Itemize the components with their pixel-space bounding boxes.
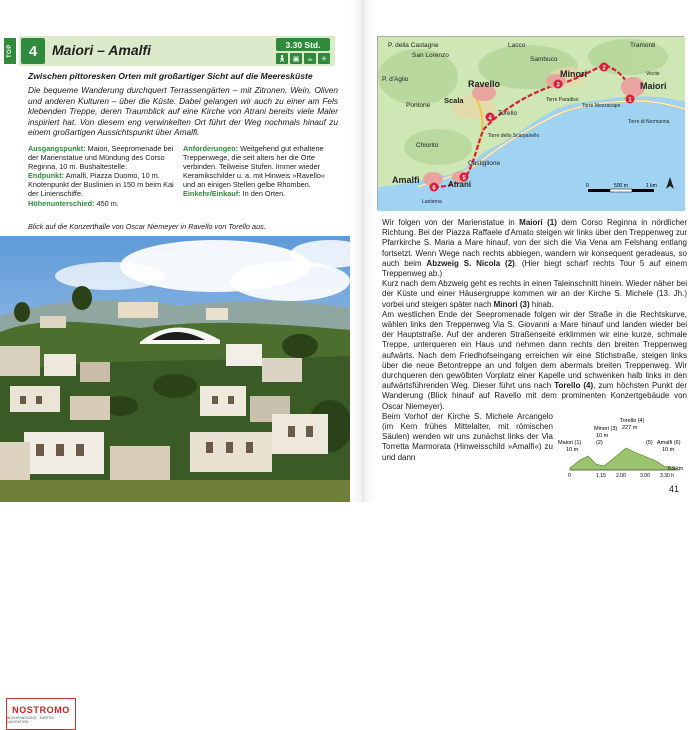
profile-tick-1: 1.15 bbox=[596, 473, 606, 479]
sun-icon: ☀︎ bbox=[318, 53, 330, 64]
route-map bbox=[377, 36, 684, 210]
profile-alt-maiori: 10 m bbox=[566, 447, 579, 453]
tour-title: Maiori – Amalfi bbox=[52, 42, 152, 58]
elevation-profile bbox=[556, 416, 688, 478]
paragraph-3 bbox=[382, 310, 687, 412]
start-text: Maiori, Seepromenade bei der Marienstatue und Mündung des Corso Reginna, 10 m. Bushaltestelle. bbox=[28, 144, 174, 172]
tour-icons bbox=[276, 53, 330, 64]
place-torre-scarpariello: Torre dello Scarpariello bbox=[488, 133, 540, 139]
profile-alt-amalfi: 10 m bbox=[662, 447, 675, 453]
marker-2-label: 2 bbox=[602, 65, 606, 72]
p3-pre: Am westlichen Ende der Seepromenade folgen wir der Straße in die Rechtskurve, wählen links den Treppenweg Via S. Giovanni a Mare hinauf und landen wieder bei der Hauptstraße. Auf der anderen Straßenseite erklimmen wir eine kurze, schmale Treppe, unterqueren ein Haus und nehmen dann rechts den breiten Treppenweg aufwärts. Nach dem Friedhofseingang erreichen wir eine Stichstraße, steigen links über die neue Betontreppe an und folgen dem abermals breiten Treppenweg. Wir durchqueren den gewölbten Vorplatz einer Kapelle und schwenken halb links in den aufwärtsführenden Weg. Dieser führt uns nach bbox=[382, 309, 687, 391]
food-label: Einkehr/Einkauf: bbox=[183, 189, 241, 199]
place-maiori: Maiori bbox=[640, 81, 667, 91]
p1-waypoint-nicola: Abzweig S. Nicola (2) bbox=[426, 258, 515, 268]
end-text: Amalfi, Piazza Duomo, 10 m. Knotenpunkt der Buslinien in 150 m beim Kai der Linienschiffe. bbox=[28, 171, 174, 199]
ravello-landscape bbox=[0, 236, 350, 502]
profile-label-amalfi: Amalfi (6) bbox=[657, 440, 681, 446]
p1-end: . (Hier biegt scharf rechts Tour 5 auf einem Treppenweg ab.) bbox=[382, 258, 687, 279]
profile-tick-3: 3.00 bbox=[640, 473, 650, 479]
photo-caption: Blick auf die Konzerthalle von Oscar Niemeyer in Ravello von Torello aus. bbox=[28, 222, 266, 231]
p2-waypoint-minori: Minori (3) bbox=[493, 299, 530, 309]
tour-number: 4 bbox=[21, 38, 45, 64]
p3-waypoint-torello: Torello (4) bbox=[554, 381, 594, 391]
profile-marker-2: (2) bbox=[596, 440, 603, 446]
req-label: Anforderungen: bbox=[183, 144, 239, 153]
bus-icon: ▣ bbox=[290, 53, 302, 64]
end-label: Endpunkt: bbox=[28, 171, 65, 181]
paragraph-4: Beim Vorhof der Kirche S. Michele Arcangelo (im Kern frühes Mittelalter, mit römischen Säulen) wenden wir uns zunächst links der Via Torretta Marmorata (Hinweisschild »Amalfi«) zu und dann bbox=[382, 411, 553, 462]
profile-label-torello: Torello (4) bbox=[620, 418, 645, 424]
logo-tagline: BUCHHANDLUNG · KARTEN · NAVIGATION bbox=[7, 715, 56, 724]
place-tramonti: Tramonti bbox=[630, 42, 656, 49]
profile-label-maiori: Maiori (1) bbox=[558, 440, 582, 446]
p1-pre: Wir folgen von der Marienstatue in bbox=[382, 218, 520, 227]
place-torre-paradiso: Torre Paradiso bbox=[546, 97, 579, 103]
profile-tick-2: 2.00 bbox=[616, 473, 626, 479]
restaurant-icon: ☕︎ bbox=[304, 53, 316, 64]
profile-tick-4: 3.30 h bbox=[660, 473, 674, 479]
start-label: Ausgangspunkt: bbox=[28, 144, 86, 153]
page-number: 41 bbox=[669, 484, 680, 494]
place-torre-normanna: Torre di Normanna bbox=[628, 119, 670, 125]
place-vecite: Vecite bbox=[646, 71, 660, 77]
marker-3-label: 3 bbox=[556, 82, 560, 89]
duration-badge: 3.30 Std. bbox=[276, 38, 330, 51]
place-torello: Torello bbox=[498, 110, 518, 117]
profile-svg bbox=[556, 416, 688, 478]
profile-alt-torello: 227 m bbox=[622, 425, 638, 431]
place-lacco: Lacco bbox=[508, 42, 526, 49]
profile-distance: 6.9 km bbox=[668, 466, 684, 472]
profile-tick-0: 0 bbox=[568, 473, 571, 479]
paragraph-2 bbox=[382, 279, 687, 310]
paragraph-1 bbox=[382, 218, 687, 279]
place-scala: Scala bbox=[444, 96, 464, 105]
hiker-icon: 🚶︎ bbox=[276, 53, 288, 64]
profile-label-minori: Minori (3) bbox=[594, 426, 618, 432]
p2-end: hinab. bbox=[529, 299, 554, 309]
top-tab: TOP bbox=[4, 38, 16, 64]
nostromo-logo bbox=[6, 698, 76, 730]
scale-zero: 0 bbox=[586, 183, 589, 189]
place-castiglione: Castiglione bbox=[468, 160, 501, 167]
profile-curve bbox=[570, 448, 676, 470]
p1-mid: dem Corso Reginna in nördlicher Richtung. Bei der Piazza Raffaele d'Amato steigen wir links über den Treppenweg zur Pfarrkirche S. Maria a Mare hinauf, von der sich die Via Vena am Felshang entlang fortsetzt. Wenn Wege nach rechts abbiegen, wandern wir konsequent geradeaus, so auch beim bbox=[382, 218, 688, 268]
place-aglio: P. d'Aglio bbox=[382, 76, 409, 83]
place-atrani: Atrani bbox=[448, 180, 472, 189]
logo-name: NOSTROMO bbox=[12, 704, 70, 715]
scale-500: 500 m bbox=[614, 183, 628, 189]
headline: Zwischen pittoresken Orten mit großartiger Sicht auf die Meeresküste bbox=[28, 71, 313, 81]
profile-alt-minori: 10 m bbox=[596, 433, 609, 439]
intro-text: Die bequeme Wanderung durchquert Terrassengärten – mit Zitronen, Wein, Oliven und anderen Kulturen – über die Küste. Dabei gelangen wir auch zu einer am Fels klebenden Treppe, deren Traumblick auf eine Kirche von Atrani bereits viele Maler inspiriert hat. Von diesem eng verwinkelten Ort führt der Weg nochmals hinauf zu einem großartigen Aussichtspunkt über Amalfi. bbox=[28, 85, 338, 138]
place-pontone: Pontone bbox=[406, 102, 431, 109]
page-gutter bbox=[350, 0, 376, 502]
ravello-photo bbox=[0, 236, 350, 724]
marker-1-label: 1 bbox=[628, 97, 632, 104]
p2-pre: Kurz nach dem Abzweig geht es rechts in einen Taleinschnitt hinein. Wieder näher bei der Küste und einer Häusergruppe kommen wir an der Kirche S. Michele (13. Jh.) vorbei und steigen später nach bbox=[382, 279, 687, 309]
place-san-lorenzo: San Lorenzo bbox=[412, 52, 449, 59]
food-text: In den Orten. bbox=[242, 189, 286, 199]
place-chiorito: Chiorito bbox=[416, 142, 439, 149]
place-sambuco: Sambuco bbox=[530, 56, 558, 63]
p1-waypoint-maiori: Maiori (1) bbox=[519, 218, 557, 227]
place-ravello: Ravello bbox=[468, 79, 501, 89]
marker-5-label: 5 bbox=[462, 175, 466, 182]
marker-6-label: 6 bbox=[432, 185, 436, 192]
place-minori: Minori bbox=[560, 69, 587, 79]
place-amalfi: Amalfi bbox=[392, 175, 420, 185]
p3-end: , zum höchsten Punkt der Wanderung (Blick hinauf auf Ravello mit dem prominenten Konzertgebäude von Oscar Niemeyer). bbox=[382, 381, 688, 411]
height-label: Höhenunterschied: bbox=[28, 198, 95, 208]
map-svg bbox=[378, 37, 685, 211]
place-castagne: P. della Castagne bbox=[388, 42, 439, 49]
req-text: Weitgehend gut erhaltene Treppenwege, die seit alters her die Orte verbinden. Teilweise Stufen. Immer wieder Keramikschilder u. a. mit Hinweis »Ravello« und an einigen Stellen gelbe Rhomben. bbox=[183, 144, 325, 190]
place-lanterna: Lanterna bbox=[422, 199, 442, 205]
marker-4-label: 4 bbox=[488, 115, 492, 122]
scale-km: 1 km bbox=[646, 183, 657, 189]
height-text: 450 m. bbox=[96, 198, 119, 208]
place-torre-mezzacape: Torre Mezzacape bbox=[582, 103, 621, 109]
profile-marker-5: (5) bbox=[646, 440, 653, 446]
info-left bbox=[28, 144, 174, 208]
info-right bbox=[183, 144, 339, 199]
